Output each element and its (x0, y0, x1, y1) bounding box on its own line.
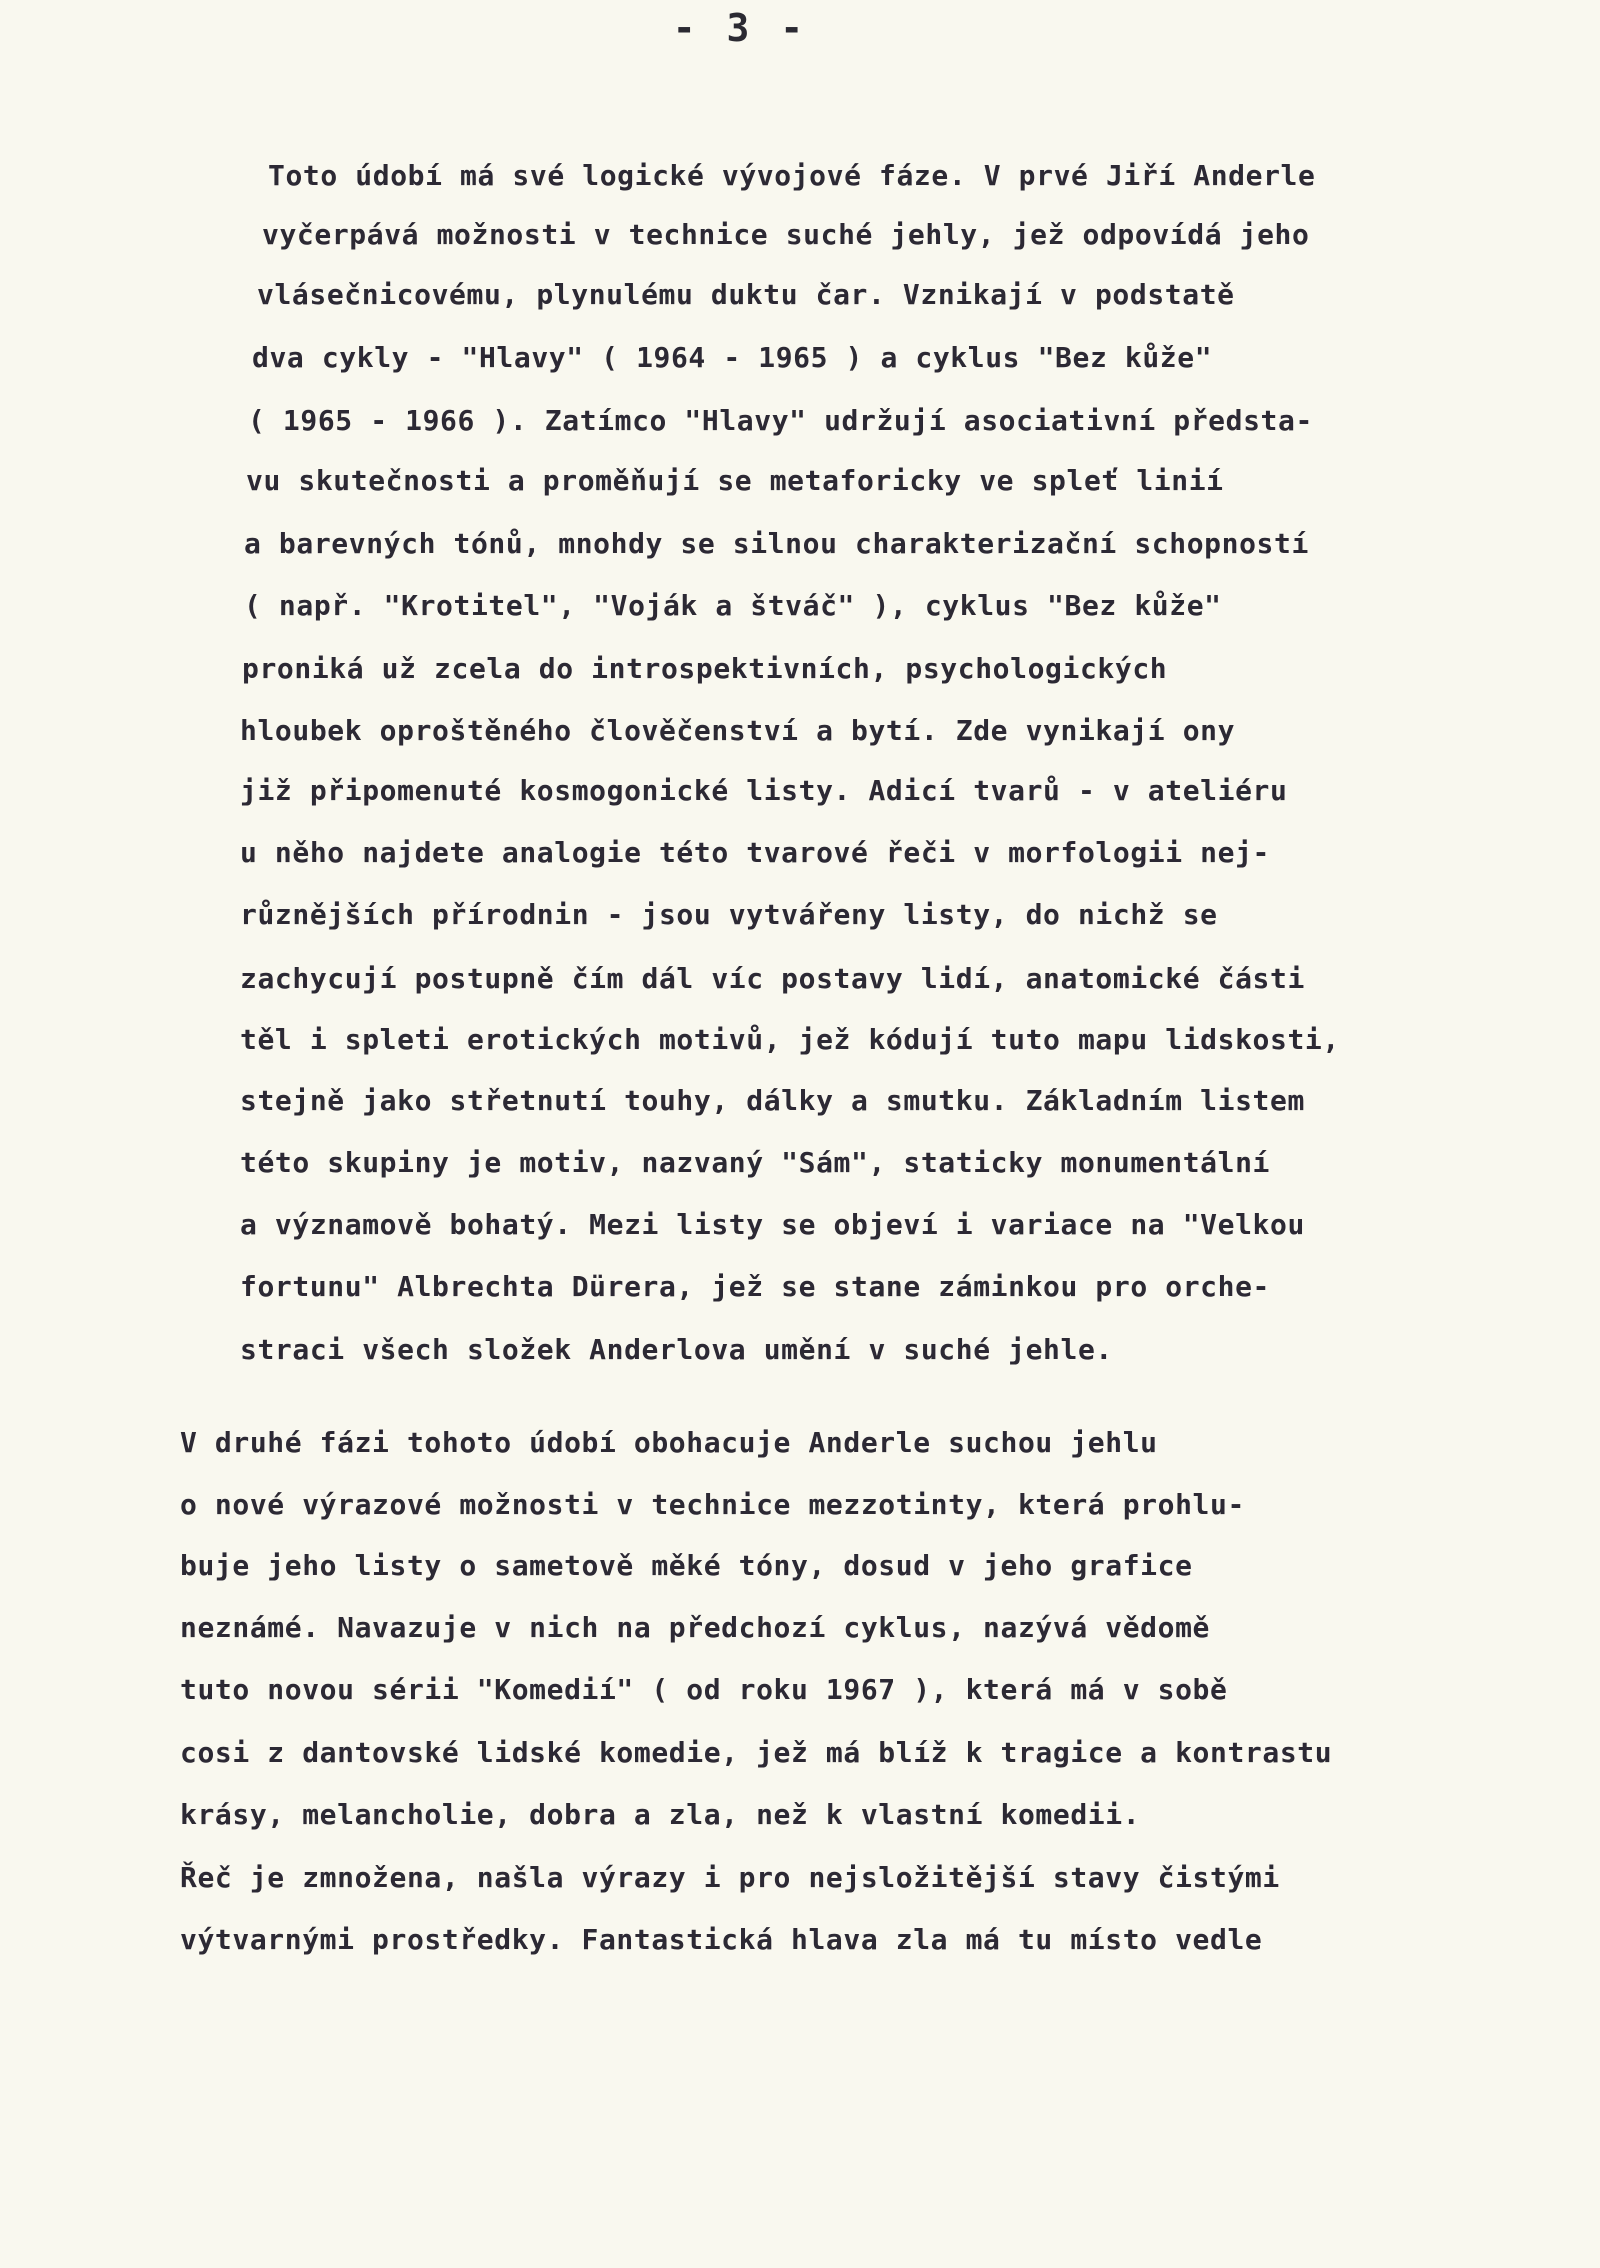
text-line: o nové výrazové možnosti v technice mezzotinty, která prohlu- (180, 1488, 1245, 1521)
text-line: stejně jako střetnutí touhy, dálky a smutku. Základním listem (240, 1084, 1305, 1117)
text-line: a významově bohatý. Mezi listy se objeví i variace na "Velkou (240, 1208, 1305, 1241)
text-line: vu skutečnosti a proměňují se metaforicky ve spleť linií (246, 464, 1224, 497)
text-line: a barevných tónů, mnohdy se silnou charakterizační schopností (244, 527, 1309, 560)
text-line: dva cykly - "Hlavy" ( 1964 - 1965 ) a cyklus "Bez kůže" (252, 341, 1213, 374)
text-line: této skupiny je motiv, nazvaný "Sám", staticky monumentální (240, 1146, 1270, 1179)
text-line: fortunu" Albrechta Dürera, jež se stane záminkou pro orche- (240, 1270, 1270, 1303)
text-line: již připomenuté kosmogonické listy. Adicí tvarů - v ateliéru (240, 774, 1288, 807)
text-line: Řeč je zmnožena, našla výrazy i pro nejsložitější stavy čistými (180, 1861, 1280, 1894)
text-line: tuto novou sérii "Komedií" ( od roku 1967 ), která má v sobě (180, 1673, 1228, 1706)
text-line: různějších přírodnin - jsou vytvářeny listy, do nichž se (240, 898, 1218, 931)
text-line: ( 1965 - 1966 ). Zatímco "Hlavy" udržují asociativní předsta- (248, 404, 1313, 437)
text-line: Toto údobí má své logické vývojové fáze. V prvé Jiří Anderle (268, 159, 1316, 192)
text-line: u něho najdete analogie této tvarové řeči v morfologii nej- (240, 836, 1270, 869)
text-line: krásy, melancholie, dobra a zla, než k vlastní komedii. (180, 1798, 1141, 1831)
text-line: buje jeho listy o sametově měké tóny, dosud v jeho grafice (180, 1549, 1193, 1582)
text-line: cosi z dantovské lidské komedie, jež má blíž k tragice a kontrastu (180, 1736, 1333, 1769)
text-line: výtvarnými prostředky. Fantastická hlava zla má tu místo vedle (180, 1923, 1263, 1956)
text-line: vlásečnicovému, plynulému duktu čar. Vznikají v podstatě (257, 278, 1235, 311)
text-line: V druhé fázi tohoto údobí obohacuje Anderle suchou jehlu (180, 1426, 1158, 1459)
page-number: - 3 - (672, 6, 808, 50)
text-line: proniká už zcela do introspektivních, psychologických (242, 652, 1168, 685)
text-line: straci všech složek Anderlova umění v suché jehle. (240, 1333, 1113, 1366)
text-line: ( např. "Krotitel", "Voják a štváč" ), cyklus "Bez kůže" (244, 589, 1222, 622)
text-line: zachycují postupně čím dál víc postavy lidí, anatomické části (240, 962, 1305, 995)
text-line: vyčerpává možnosti v technice suché jehly, jež odpovídá jeho (262, 218, 1310, 251)
text-line: těl i spleti erotických motivů, jež kódují tuto mapu lidskosti, (240, 1023, 1340, 1056)
text-line: neznámé. Navazuje v nich na předchozí cyklus, nazývá vědomě (180, 1611, 1210, 1644)
text-line: hloubek oproštěného člověčenství a bytí. Zde vynikají ony (240, 714, 1236, 747)
